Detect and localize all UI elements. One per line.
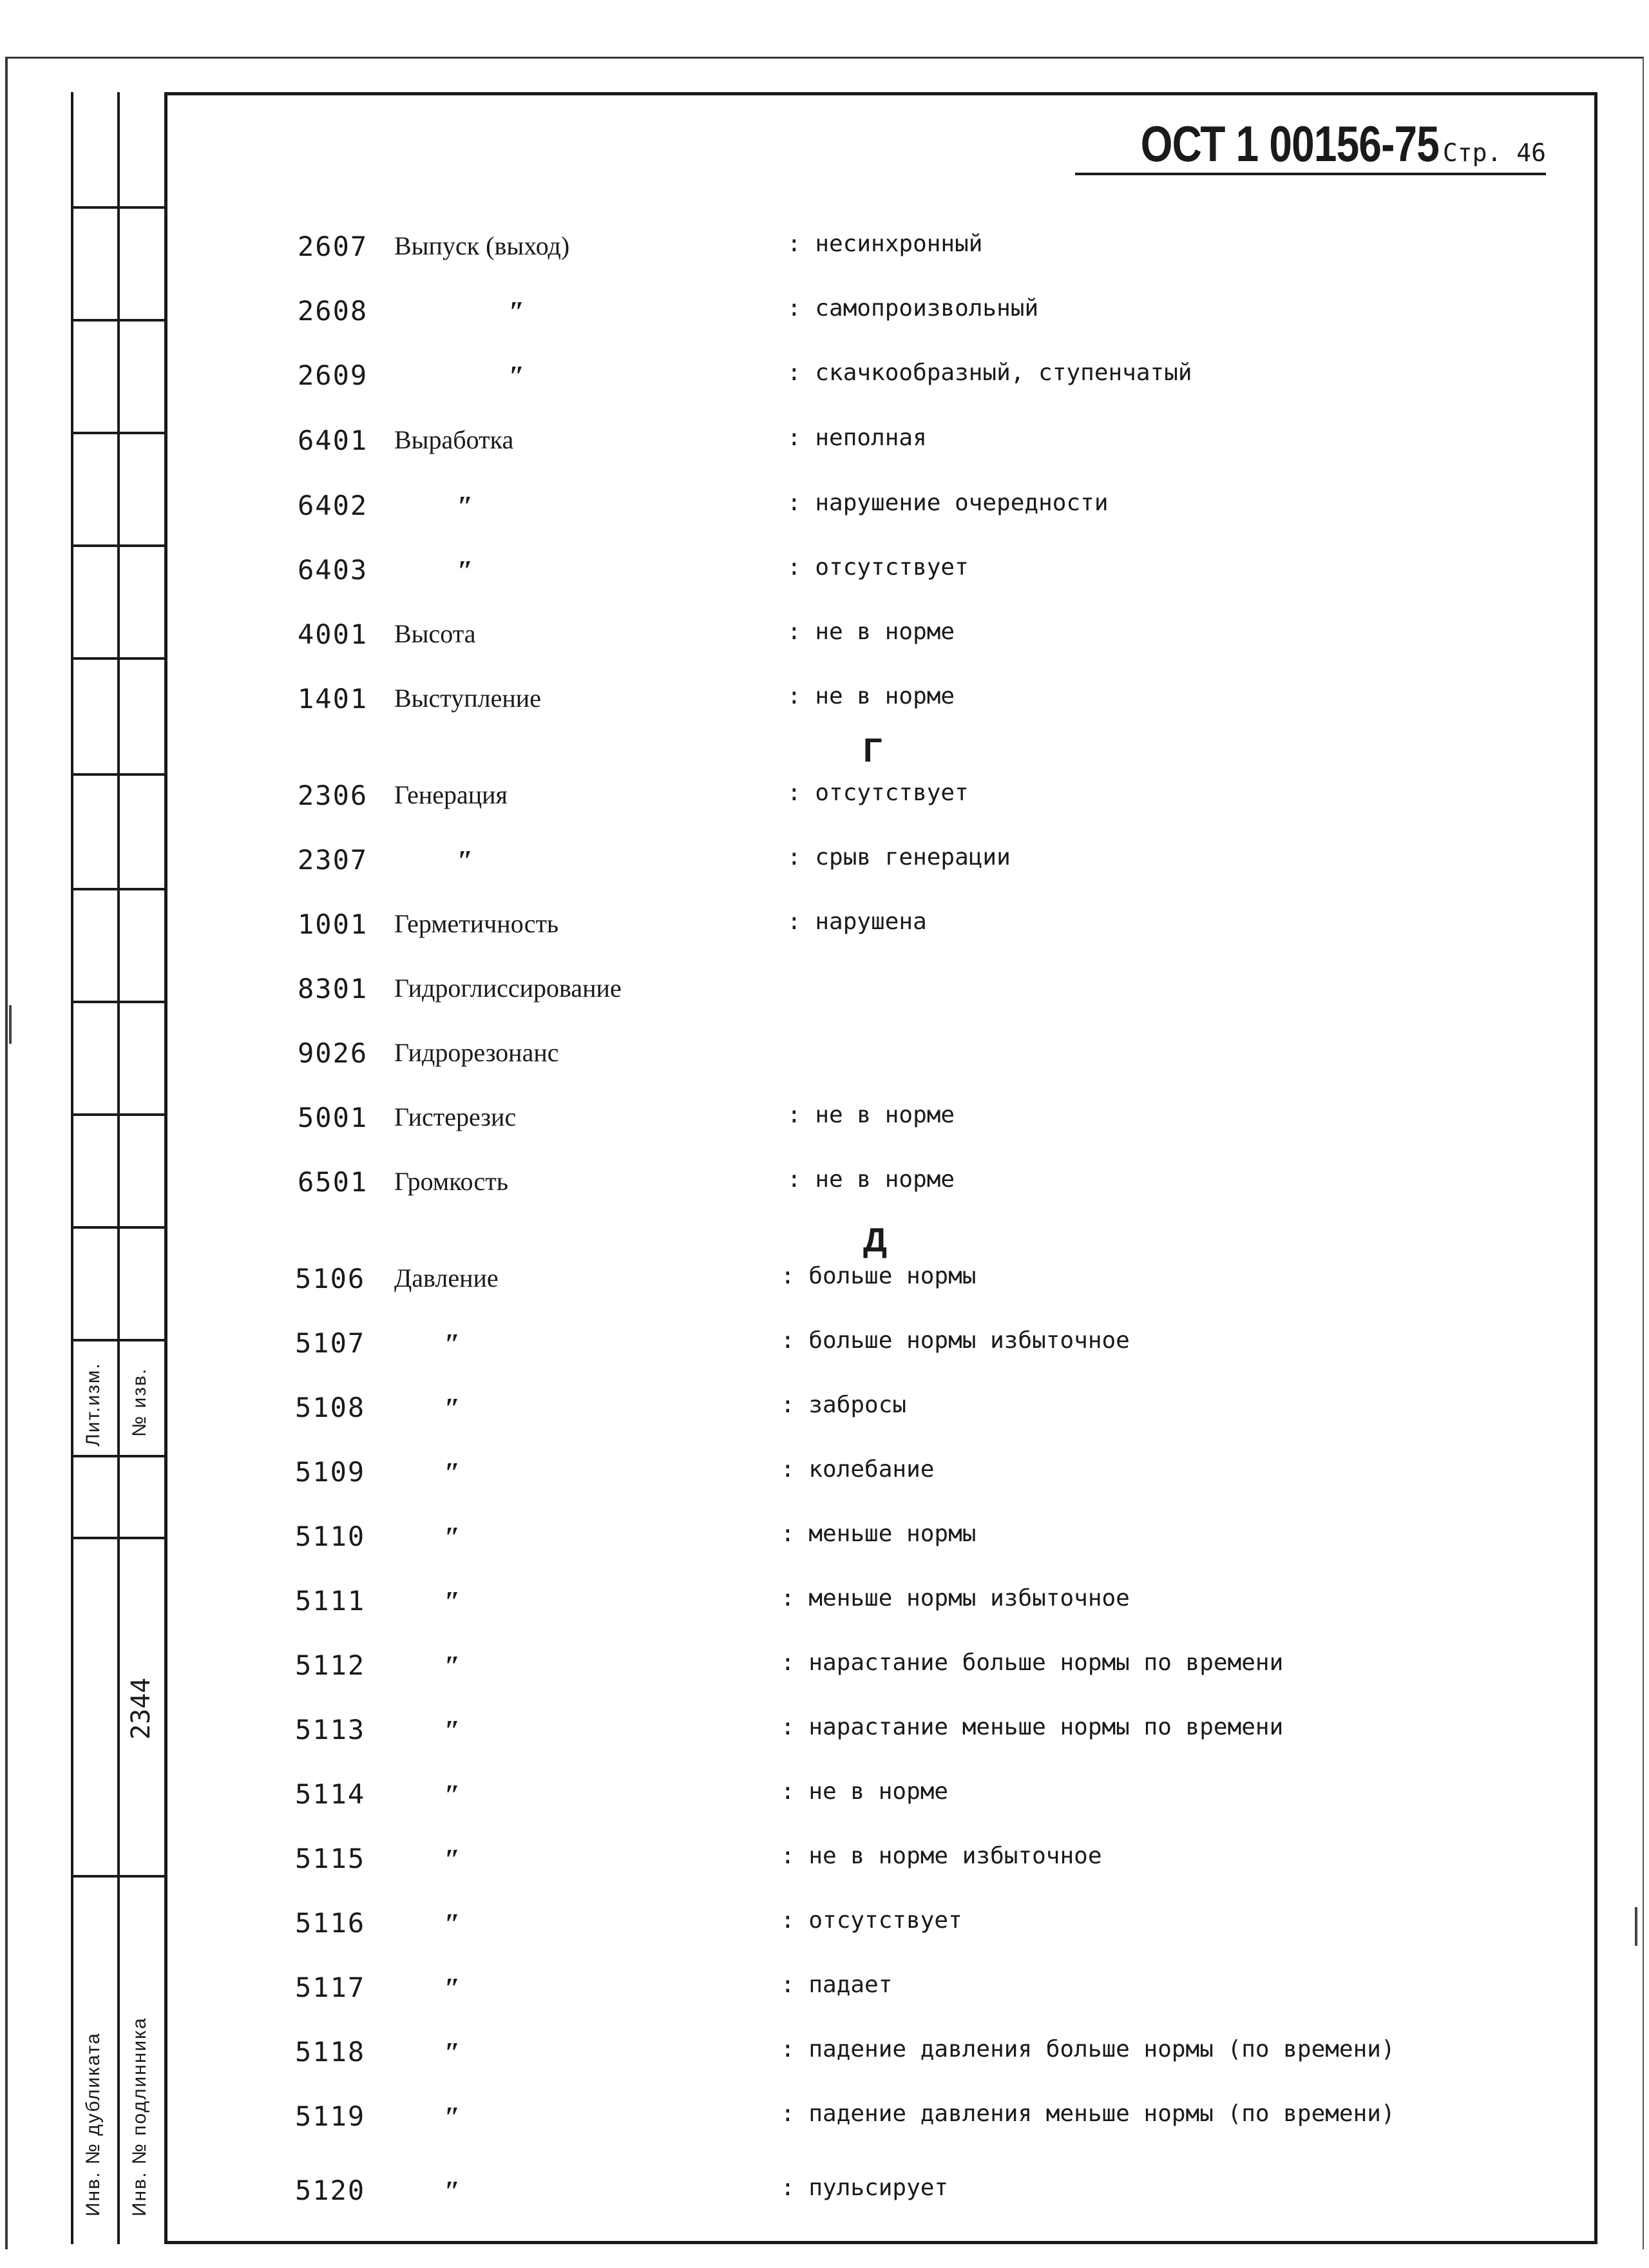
inv-dublikata-label: Инв. № дубликата [82, 2032, 104, 2216]
term-code: 6403 [298, 554, 368, 586]
lit-izm-label: Лит.изм. [82, 1362, 104, 1446]
ditto-mark: ″ [457, 845, 473, 876]
document-header [1075, 115, 1546, 175]
term-code: 5001 [298, 1102, 368, 1133]
term-description: : нарастание меньше нормы по времени [781, 1714, 1284, 1740]
term-description: : нарушена [787, 908, 927, 935]
term-row [0, 1521, 1649, 1559]
ditto-mark: ″ [444, 1779, 461, 1811]
term-code: 5116 [295, 1907, 366, 1939]
term-code: 5108 [295, 1392, 366, 1423]
term-code: 5119 [295, 2100, 366, 2132]
term-row [0, 1392, 1649, 1430]
term-description: : не в норме избыточное [781, 1843, 1102, 1869]
term-code: 5115 [295, 1843, 366, 1874]
term-code: 5106 [295, 1263, 366, 1294]
strip-line [71, 888, 167, 890]
term-row [0, 425, 1649, 463]
term-name: Выпуск (выход) [394, 231, 570, 260]
term-code: 5113 [295, 1714, 366, 1745]
ditto-mark: ″ [444, 1586, 461, 1617]
term-row [0, 1778, 1649, 1817]
ditto-mark: ″ [444, 1715, 461, 1746]
term-description: : падает [781, 1972, 893, 1998]
term-name: Герметичность [394, 909, 559, 938]
term-description: : колебание [781, 1456, 935, 1483]
term-row [0, 1037, 1649, 1076]
term-description: : пульсирует [781, 2175, 949, 2201]
ditto-mark: ″ [444, 2037, 461, 2068]
term-description: : отсутствует [787, 780, 969, 806]
term-row [0, 2175, 1649, 2213]
term-description: : срыв генерации [787, 844, 1011, 870]
term-code: 5107 [295, 1327, 366, 1359]
term-description: : больше нормы [781, 1263, 977, 1289]
term-description: : меньше нормы избыточное [781, 1585, 1130, 1611]
term-code: 5111 [295, 1585, 366, 1617]
term-description: : не в норме [787, 1102, 955, 1128]
term-row [0, 231, 1649, 269]
term-description: : забросы [781, 1392, 907, 1418]
term-code: 4001 [298, 619, 368, 650]
term-name: Генерация [394, 780, 508, 809]
term-row [0, 554, 1649, 593]
term-row [0, 844, 1649, 883]
term-row [0, 1456, 1649, 1495]
term-code: 5110 [295, 1521, 366, 1552]
term-description: : нарушение очередности [787, 490, 1109, 516]
term-row [0, 2036, 1649, 2075]
term-code: 6402 [298, 490, 368, 521]
term-code: 5120 [295, 2175, 366, 2206]
term-code: 6401 [298, 425, 368, 456]
term-code: 5109 [295, 1456, 366, 1488]
strip-line [71, 1226, 167, 1229]
term-description: : отсутствует [787, 554, 969, 581]
term-name: Выработка [394, 425, 514, 454]
margin-number: 2344 [126, 1677, 156, 1740]
ditto-mark: ″ [444, 1843, 461, 1875]
term-description: : не в норме [781, 1778, 949, 1805]
ditto-mark: ″ [444, 1650, 461, 1682]
term-row [0, 973, 1649, 1012]
ditto-mark: ″ [444, 1972, 461, 2004]
term-code: 5117 [295, 1972, 366, 2003]
ditto-mark: ″ [457, 555, 473, 586]
term-name: Гистерезис [394, 1102, 517, 1131]
term-name: Давление [394, 1264, 499, 1293]
term-code: 2607 [298, 231, 368, 262]
term-code: 2306 [298, 780, 368, 811]
strip-line [71, 657, 167, 660]
term-row [0, 908, 1649, 947]
no-izv-label: № изв. [129, 1367, 150, 1437]
strip-line [71, 206, 167, 209]
term-name: Гидроглиссирование [394, 974, 622, 1003]
term-name: Выступление [394, 684, 541, 713]
term-row [0, 619, 1649, 657]
term-row [0, 780, 1649, 818]
term-row [0, 1327, 1649, 1366]
ditto-mark: ″ [444, 1328, 461, 1360]
term-row [0, 2100, 1649, 2139]
term-row [0, 1263, 1649, 1302]
term-description: : неполная [787, 425, 927, 451]
term-description: : не в норме [787, 683, 955, 709]
term-description: : нарастание больше нормы по времени [781, 1649, 1284, 1676]
term-description: : меньше нормы [781, 1521, 977, 1547]
term-row [0, 1843, 1649, 1881]
ditto-mark: ″ [509, 296, 525, 327]
term-code: 2608 [298, 295, 368, 327]
term-description: : не в норме [787, 1166, 955, 1193]
term-description: : отсутствует [781, 1907, 962, 1934]
page-number: Стр. 46 [1442, 139, 1546, 167]
term-row [0, 1649, 1649, 1688]
term-code: 6501 [298, 1166, 368, 1198]
term-description: : самопроизвольный [787, 295, 1039, 322]
ditto-mark: ″ [444, 1457, 461, 1488]
ditto-mark: ″ [444, 2175, 461, 2207]
term-code: 2307 [298, 844, 368, 876]
term-row [0, 490, 1649, 528]
document-code: ОСТ 1 00156-75 [1140, 115, 1439, 172]
term-description: : падение давления больше нормы (по времени) [781, 2036, 1395, 2062]
ditto-mark: ″ [444, 1392, 461, 1424]
term-code: 9026 [298, 1037, 368, 1069]
term-code: 5112 [295, 1649, 366, 1681]
term-name: Громкость [394, 1167, 509, 1196]
term-description: : не в норме [787, 619, 955, 645]
ditto-mark: ″ [457, 490, 473, 522]
term-row [0, 1714, 1649, 1753]
term-description: : скачкообразный, ступенчатый [787, 360, 1192, 386]
ditto-mark: ″ [444, 1521, 461, 1553]
term-code: 5118 [295, 2036, 366, 2068]
term-row [0, 1972, 1649, 2010]
term-code: 2609 [298, 360, 368, 391]
term-name: Гидрорезонанс [394, 1038, 559, 1067]
term-row [0, 360, 1649, 398]
term-name: Высота [394, 619, 476, 648]
term-code: 1001 [298, 908, 368, 940]
section-letter-d: Д [863, 1222, 888, 1259]
term-description: : падение давления меньше нормы (по времени) [781, 2100, 1395, 2127]
term-row [0, 1166, 1649, 1205]
term-row [0, 1102, 1649, 1140]
term-description: : несинхронный [787, 231, 983, 257]
ditto-mark: ″ [509, 360, 525, 392]
strip-line [71, 773, 167, 776]
term-description: : больше нормы избыточное [781, 1327, 1130, 1354]
term-row [0, 295, 1649, 334]
term-row [0, 1585, 1649, 1624]
strip-line [71, 544, 167, 547]
inv-podlinnika-label: Инв. № подлинника [129, 2017, 150, 2216]
term-row [0, 683, 1649, 722]
ditto-mark: ″ [444, 1908, 461, 1939]
ditto-mark: ″ [444, 2101, 461, 2133]
section-letter-g: Г [863, 732, 882, 769]
term-code: 1401 [298, 683, 368, 715]
term-code: 5114 [295, 1778, 366, 1810]
term-code: 8301 [298, 973, 368, 1004]
term-row [0, 1907, 1649, 1946]
